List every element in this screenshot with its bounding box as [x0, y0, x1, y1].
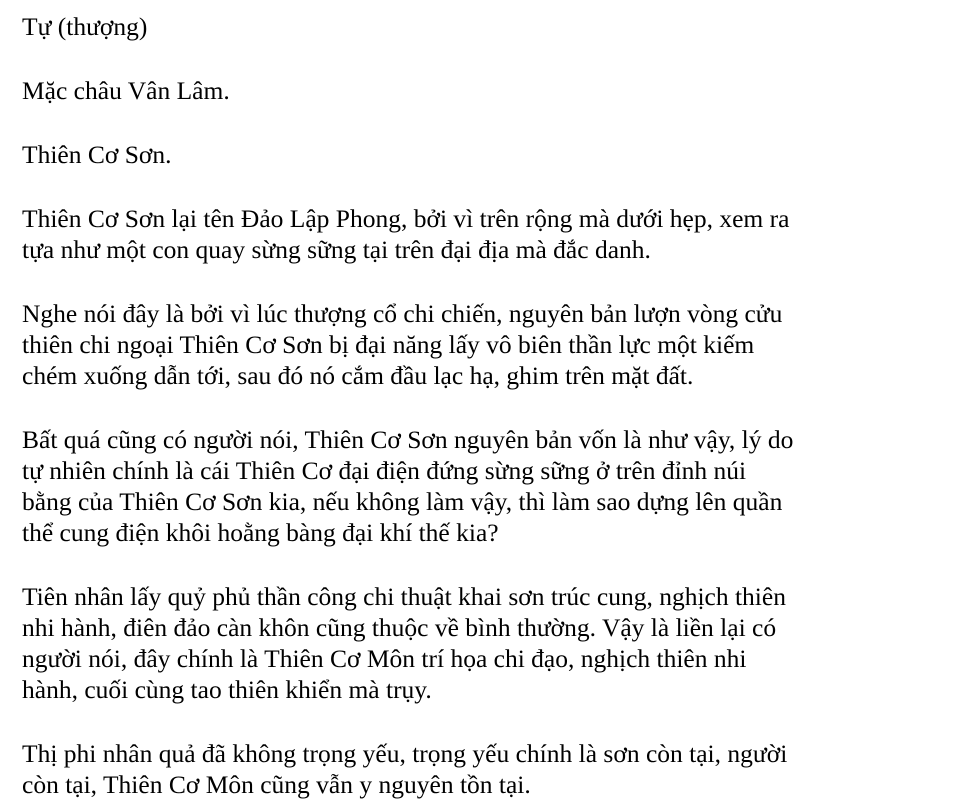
paragraph: [22, 738, 962, 800]
text-line: Tự (thượng): [22, 12, 148, 41]
document-body: [22, 11, 962, 800]
section-title: [22, 139, 962, 170]
text-line: còn tại, Thiên Cơ Môn cũng vẫn y nguyên tồn tại.: [22, 770, 531, 799]
text-line: bằng của Thiên Cơ Sơn kia, nếu không làm vậy, thì làm sao dựng lên quần: [22, 487, 783, 516]
text-line: hành, cuối cùng tao thiên khiển mà trụy.: [22, 675, 432, 704]
paragraph: [22, 424, 962, 548]
text-line: Mặc châu Vân Lâm.: [22, 76, 230, 105]
text-line: Thiên Cơ Sơn lại tên Đảo Lập Phong, bởi vì trên rộng mà dưới hẹp, xem ra: [22, 204, 790, 233]
paragraph: [22, 203, 962, 265]
text-line: Thị phi nhân quả đã không trọng yếu, trọng yếu chính là sơn còn tại, người: [22, 739, 788, 768]
paragraph: [22, 298, 962, 391]
text-line: nhi hành, điên đảo càn khôn cũng thuộc về bình thường. Vậy là liền lại có: [22, 613, 777, 642]
author-line: [22, 75, 962, 106]
text-line: Tiên nhân lấy quỷ phủ thần công chi thuật khai sơn trúc cung, nghịch thiên: [22, 582, 786, 611]
text-line: tựa như một con quay sừng sững tại trên đại địa mà đắc danh.: [22, 235, 651, 264]
text-line: người nói, đây chính là Thiên Cơ Môn trí họa chi đạo, nghịch thiên nhi: [22, 644, 747, 673]
text-line: thể cung điện khôi hoằng bàng đại khí thế kia?: [22, 518, 499, 547]
text-line: chém xuống dẫn tới, sau đó nó cắm đầu lạc hạ, ghim trên mặt đất.: [22, 361, 694, 390]
text-line: Bất quá cũng có người nói, Thiên Cơ Sơn nguyên bản vốn là như vậy, lý do: [22, 425, 794, 454]
text-line: tự nhiên chính là cái Thiên Cơ đại điện đứng sừng sững ở trên đỉnh núi: [22, 456, 747, 485]
text-line: Nghe nói đây là bởi vì lúc thượng cổ chi chiến, nguyên bản lượn vòng cửu: [22, 299, 783, 328]
paragraph: [22, 581, 962, 705]
chapter-heading: [22, 11, 962, 42]
text-line: Thiên Cơ Sơn.: [22, 140, 172, 169]
text-line: thiên chi ngoại Thiên Cơ Sơn bị đại năng lấy vô biên thần lực một kiếm: [22, 330, 755, 359]
